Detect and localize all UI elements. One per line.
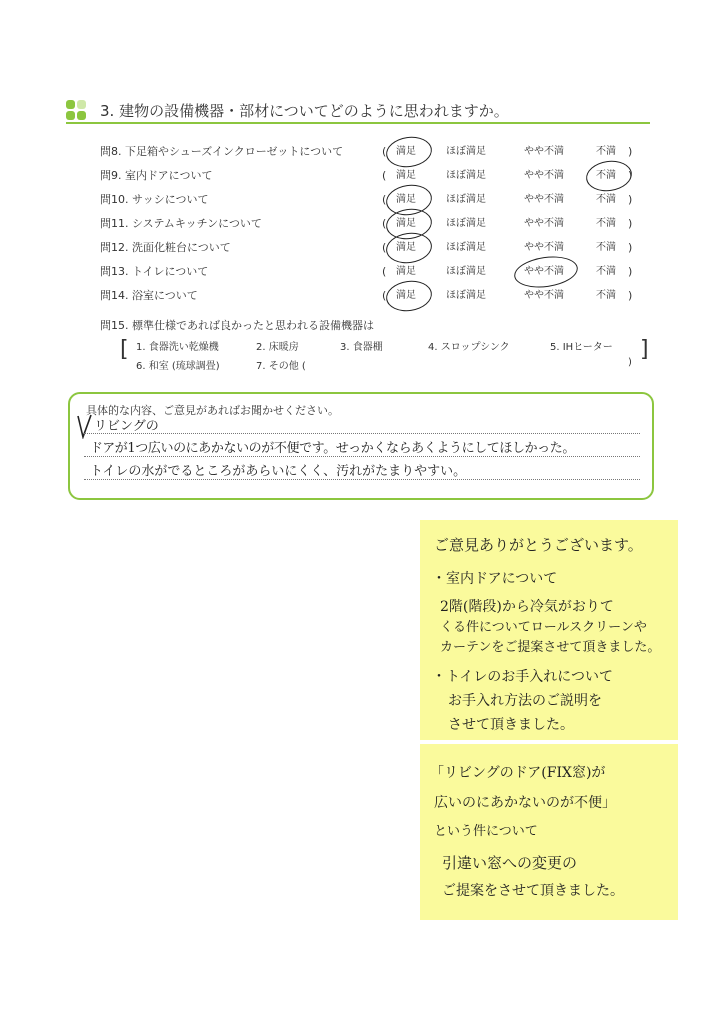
paren-open: ( [382, 241, 387, 254]
paren-open: ( [382, 169, 387, 182]
answer-option[interactable]: ほぼ満足 [446, 146, 486, 157]
hand-circle-mark [384, 134, 434, 170]
dotted-rule [84, 456, 640, 457]
question-label: 問13. トイレについて [100, 265, 209, 278]
bracket-left: [ [120, 337, 129, 362]
opinion-label: 具体的な内容、ご意見があればお聞かせください。 [86, 404, 339, 417]
answer-option[interactable]: ほぼ満足 [446, 242, 486, 253]
paren-open: ( [382, 265, 387, 278]
answer-option[interactable]: ほぼ満足 [446, 170, 486, 181]
q15-item: 2. 床暖房 [256, 342, 299, 353]
title-divider [66, 122, 650, 124]
answer-option[interactable]: やや不満 [524, 218, 564, 229]
answer-option[interactable]: ほぼ満足 [446, 218, 486, 229]
paren-close: ) [628, 145, 633, 158]
sticky-note-reply [420, 520, 678, 740]
answer-option[interactable]: 不満 [596, 170, 616, 181]
sticky-line: 2階(階段)から冷気がおりて [440, 599, 614, 615]
paren-close: ) [628, 217, 633, 230]
answer-option[interactable]: やや不満 [524, 170, 564, 181]
sticky-line: ・トイレのお手入れについて [432, 669, 614, 685]
answer-option[interactable]: 満足 [396, 146, 416, 157]
sticky-note-reply [420, 744, 678, 920]
answer-option[interactable]: 満足 [396, 242, 416, 253]
paren-close: ) [628, 169, 633, 182]
answer-option[interactable]: 不満 [596, 290, 616, 301]
answer-option[interactable]: ほぼ満足 [446, 194, 486, 205]
answer-option[interactable]: ほぼ満足 [446, 266, 486, 277]
q15-item: 6. 和室 (琉球調畳) [136, 361, 220, 372]
question-label: 問10. サッシについて [100, 193, 209, 206]
hand-circle-mark [512, 253, 580, 292]
sticky-line: お手入れ方法のご説明を [448, 693, 602, 709]
question-label: 問8. 下足箱やシューズインクローゼットについて [100, 145, 344, 158]
answer-option[interactable]: 不満 [596, 146, 616, 157]
question-label: 問14. 浴室について [100, 289, 198, 302]
sticky-line: させて頂きました。 [448, 717, 574, 733]
q15-item: 4. スロップシンク [428, 342, 510, 353]
paren-open: ( [382, 145, 387, 158]
answer-option[interactable]: 満足 [396, 170, 416, 181]
paren-open: ( [382, 193, 387, 206]
check-mark-icon [76, 413, 92, 439]
sticky-line: という件について [434, 824, 538, 839]
answer-option[interactable]: やや不満 [524, 242, 564, 253]
handwritten-comment: ドアが1つ広いのにあかないのが不便です。せっかくならあくようにしてほしかった。 [90, 441, 575, 456]
paren-open: ( [382, 217, 387, 230]
answer-option[interactable]: 満足 [396, 290, 416, 301]
sticky-line: ご意見ありがとうございます。 [434, 536, 643, 554]
q15-item: 7. その他 ( [256, 361, 306, 372]
dotted-rule [84, 433, 640, 434]
bracket-right: ] [640, 337, 649, 362]
dotted-rule [84, 479, 640, 480]
answer-option[interactable]: 満足 [396, 194, 416, 205]
answer-option[interactable]: やや不満 [524, 146, 564, 157]
q15-item: 3. 食器棚 [340, 342, 383, 353]
answer-option[interactable]: 満足 [396, 266, 416, 277]
hand-circle-mark [384, 278, 434, 314]
q15-label: 問15. 標準仕様であれば良かったと思われる設備機器は [100, 319, 374, 332]
answer-option[interactable]: ほぼ満足 [446, 290, 486, 301]
paren-close: ) [628, 265, 633, 278]
hand-circle-mark [584, 158, 634, 194]
q15-item: 5. IHヒーター [550, 342, 613, 353]
question-label: 問12. 洗面化粧台について [100, 241, 231, 254]
paren-close: ) [628, 193, 633, 206]
paren-close: ) [628, 241, 633, 254]
answer-option[interactable]: やや不満 [524, 290, 564, 301]
question-label: 問9. 室内ドアについて [100, 169, 213, 182]
sticky-line: カーテンをご提案させて頂きました。 [440, 640, 661, 655]
paren-close: ) [628, 289, 633, 302]
answer-option[interactable]: 満足 [396, 218, 416, 229]
q15-item: ) [628, 357, 632, 368]
section-title: 3. 建物の設備機器・部材についてどのように思われますか。 [100, 102, 509, 120]
sticky-line: 広いのにあかないのが不便」 [434, 795, 616, 811]
answer-option[interactable]: やや不満 [524, 194, 564, 205]
answer-option[interactable]: 不満 [596, 242, 616, 253]
paren-open: ( [382, 289, 387, 302]
clover-icon [66, 100, 88, 122]
answer-option[interactable]: 不満 [596, 266, 616, 277]
sticky-line: ご提案をさせて頂きました。 [442, 883, 624, 899]
handwritten-comment: リビングの [94, 419, 159, 434]
answer-option[interactable]: 不満 [596, 218, 616, 229]
sticky-line: 「リビングのドア(FIX窓)が [430, 765, 606, 781]
answer-option[interactable]: やや不満 [524, 266, 564, 277]
q15-item: 1. 食器洗い乾燥機 [136, 342, 219, 353]
sticky-line: 引違い窓への変更の [442, 854, 578, 872]
sticky-line: ・室内ドアについて [432, 571, 558, 587]
answer-option[interactable]: 不満 [596, 194, 616, 205]
question-label: 問11. システムキッチンについて [100, 217, 262, 230]
sticky-line: くる件についてロールスクリーンや [440, 620, 647, 635]
handwritten-comment: トイレの水がでるところがあらいにくく、汚れがたまりやすい。 [90, 464, 467, 479]
